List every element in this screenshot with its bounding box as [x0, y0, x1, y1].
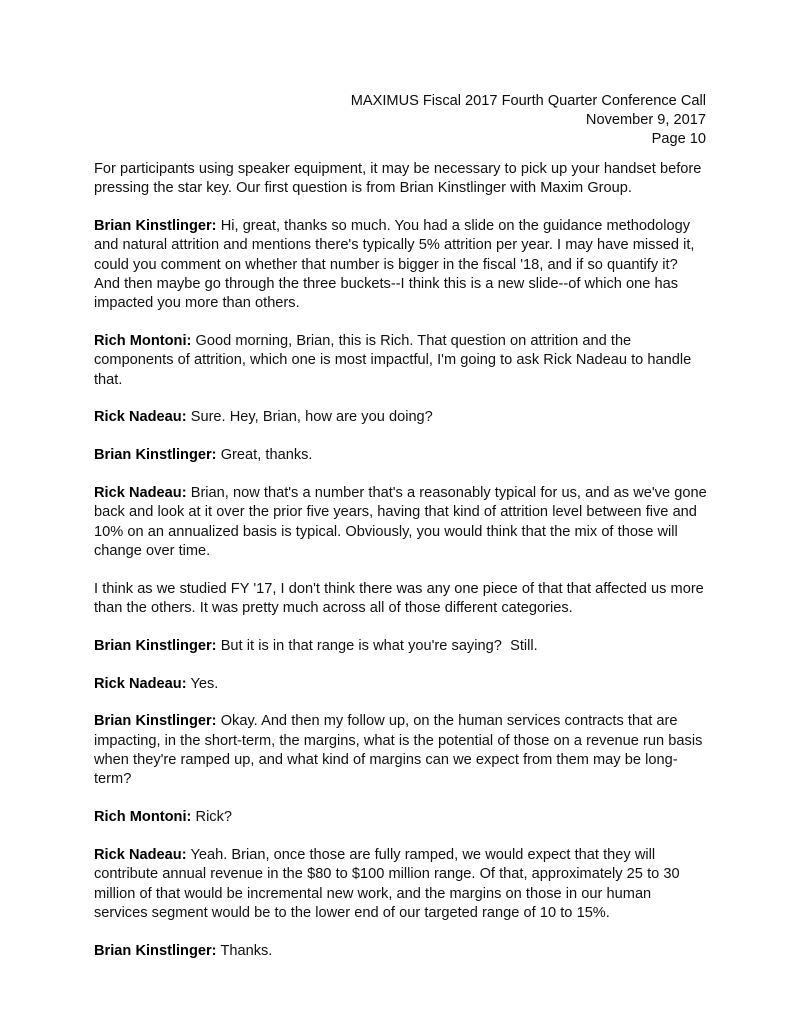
speaker-label: Rich Montoni: [94, 809, 192, 826]
header-page-number: Page 10 [651, 131, 706, 148]
speaker-label: Rick Nadeau: [94, 409, 187, 426]
speaker-label: Rich Montoni: [94, 333, 192, 350]
paragraph-text: Okay. And then my follow up, on the human services contracts that are impacting, in the short-term, the margins, what is the potential of those on a revenue run basis when they're ramped up, and what kind of margins can we expect from them may be long-term? [94, 713, 707, 788]
header-date: November 9, 2017 [585, 112, 706, 129]
paragraph-text: Hi, great, thanks so much. You had a slide on the guidance methodology and natural attrition and mentions there's typically 5% attrition per year. I may have missed it, could you comment on whether that number is bigger in the fiscal '18, and if so quantify it? And then maybe go through the three buckets--I think this is a new slide--of which one has impacted you more than others. [94, 218, 699, 312]
transcript-paragraph [94, 712, 708, 789]
transcript-paragraph [94, 808, 708, 827]
paragraph-text: I think as we studied FY '17, I don't think there was any one piece of that that affected us more than the others. It was pretty much across all of those different categories. [94, 580, 708, 617]
paragraph-text: Sure. Hey, Brian, how are you doing? [186, 409, 433, 426]
transcript-paragraph [94, 637, 708, 656]
transcript-paragraph [94, 217, 708, 313]
paragraph-text: Yes. [186, 675, 219, 692]
paragraph-text: Great, thanks. [216, 447, 313, 464]
speaker-label: Rick Nadeau: [94, 846, 187, 863]
speaker-label: Rick Nadeau: [94, 485, 187, 502]
transcript-paragraph [94, 942, 708, 961]
speaker-label: Brian Kinstlinger: [94, 942, 217, 959]
transcript-paragraph [94, 675, 708, 694]
paragraph-text: Brian, now that's a number that's a reasonably typical for us, and as we've gone back and look at it over the prior five years, having that kind of attrition level between five and 10% on an annualized basis is typical. Obviously, you would think that the mix of those will change over time. [94, 485, 711, 559]
header-title: MAXIMUS Fiscal 2017 Fourth Quarter Conference Call [350, 93, 706, 109]
paragraph-text: But it is in that range is what you're saying? Still. [216, 637, 538, 654]
speaker-label: Brian Kinstlinger: [94, 447, 217, 464]
paragraph-text: For participants using speaker equipment, it may be necessary to pick up your handset before pressing the star key. Our first question is from Brian Kinstlinger with Maxim Group. [94, 161, 706, 197]
speaker-label: Brian Kinstlinger: [94, 218, 217, 235]
page-header [94, 92, 706, 150]
transcript-paragraph [94, 332, 708, 390]
paragraph-text: Yeah. Brian, once those are fully ramped, we would expect that they will contribute annual revenue in the $80 to $100 million range. Of that, approximately 25 to 30 million of that would be incremental new work, and the margins on those in our human services segment would be to the lower end of our targeted range of 10 to 15%. [94, 846, 684, 921]
transcript-paragraph [94, 408, 708, 427]
transcript-paragraph [94, 846, 708, 923]
transcript-paragraph [94, 160, 708, 199]
paragraph-text: Thanks. [216, 942, 273, 959]
speaker-label: Brian Kinstlinger: [94, 637, 217, 654]
transcript-paragraph [94, 580, 708, 619]
paragraph-text: Good morning, Brian, this is Rich. That question on attrition and the components of attrition, which one is most impactful, I'm going to ask Rick Nadeau to handle that. [94, 333, 696, 388]
paragraph-text: Rick? [191, 809, 233, 826]
speaker-label: Brian Kinstlinger: [94, 713, 217, 730]
transcript-body [94, 160, 711, 961]
transcript-paragraph [94, 446, 708, 465]
speaker-label: Rick Nadeau: [94, 675, 187, 692]
transcript-paragraph [94, 484, 711, 561]
